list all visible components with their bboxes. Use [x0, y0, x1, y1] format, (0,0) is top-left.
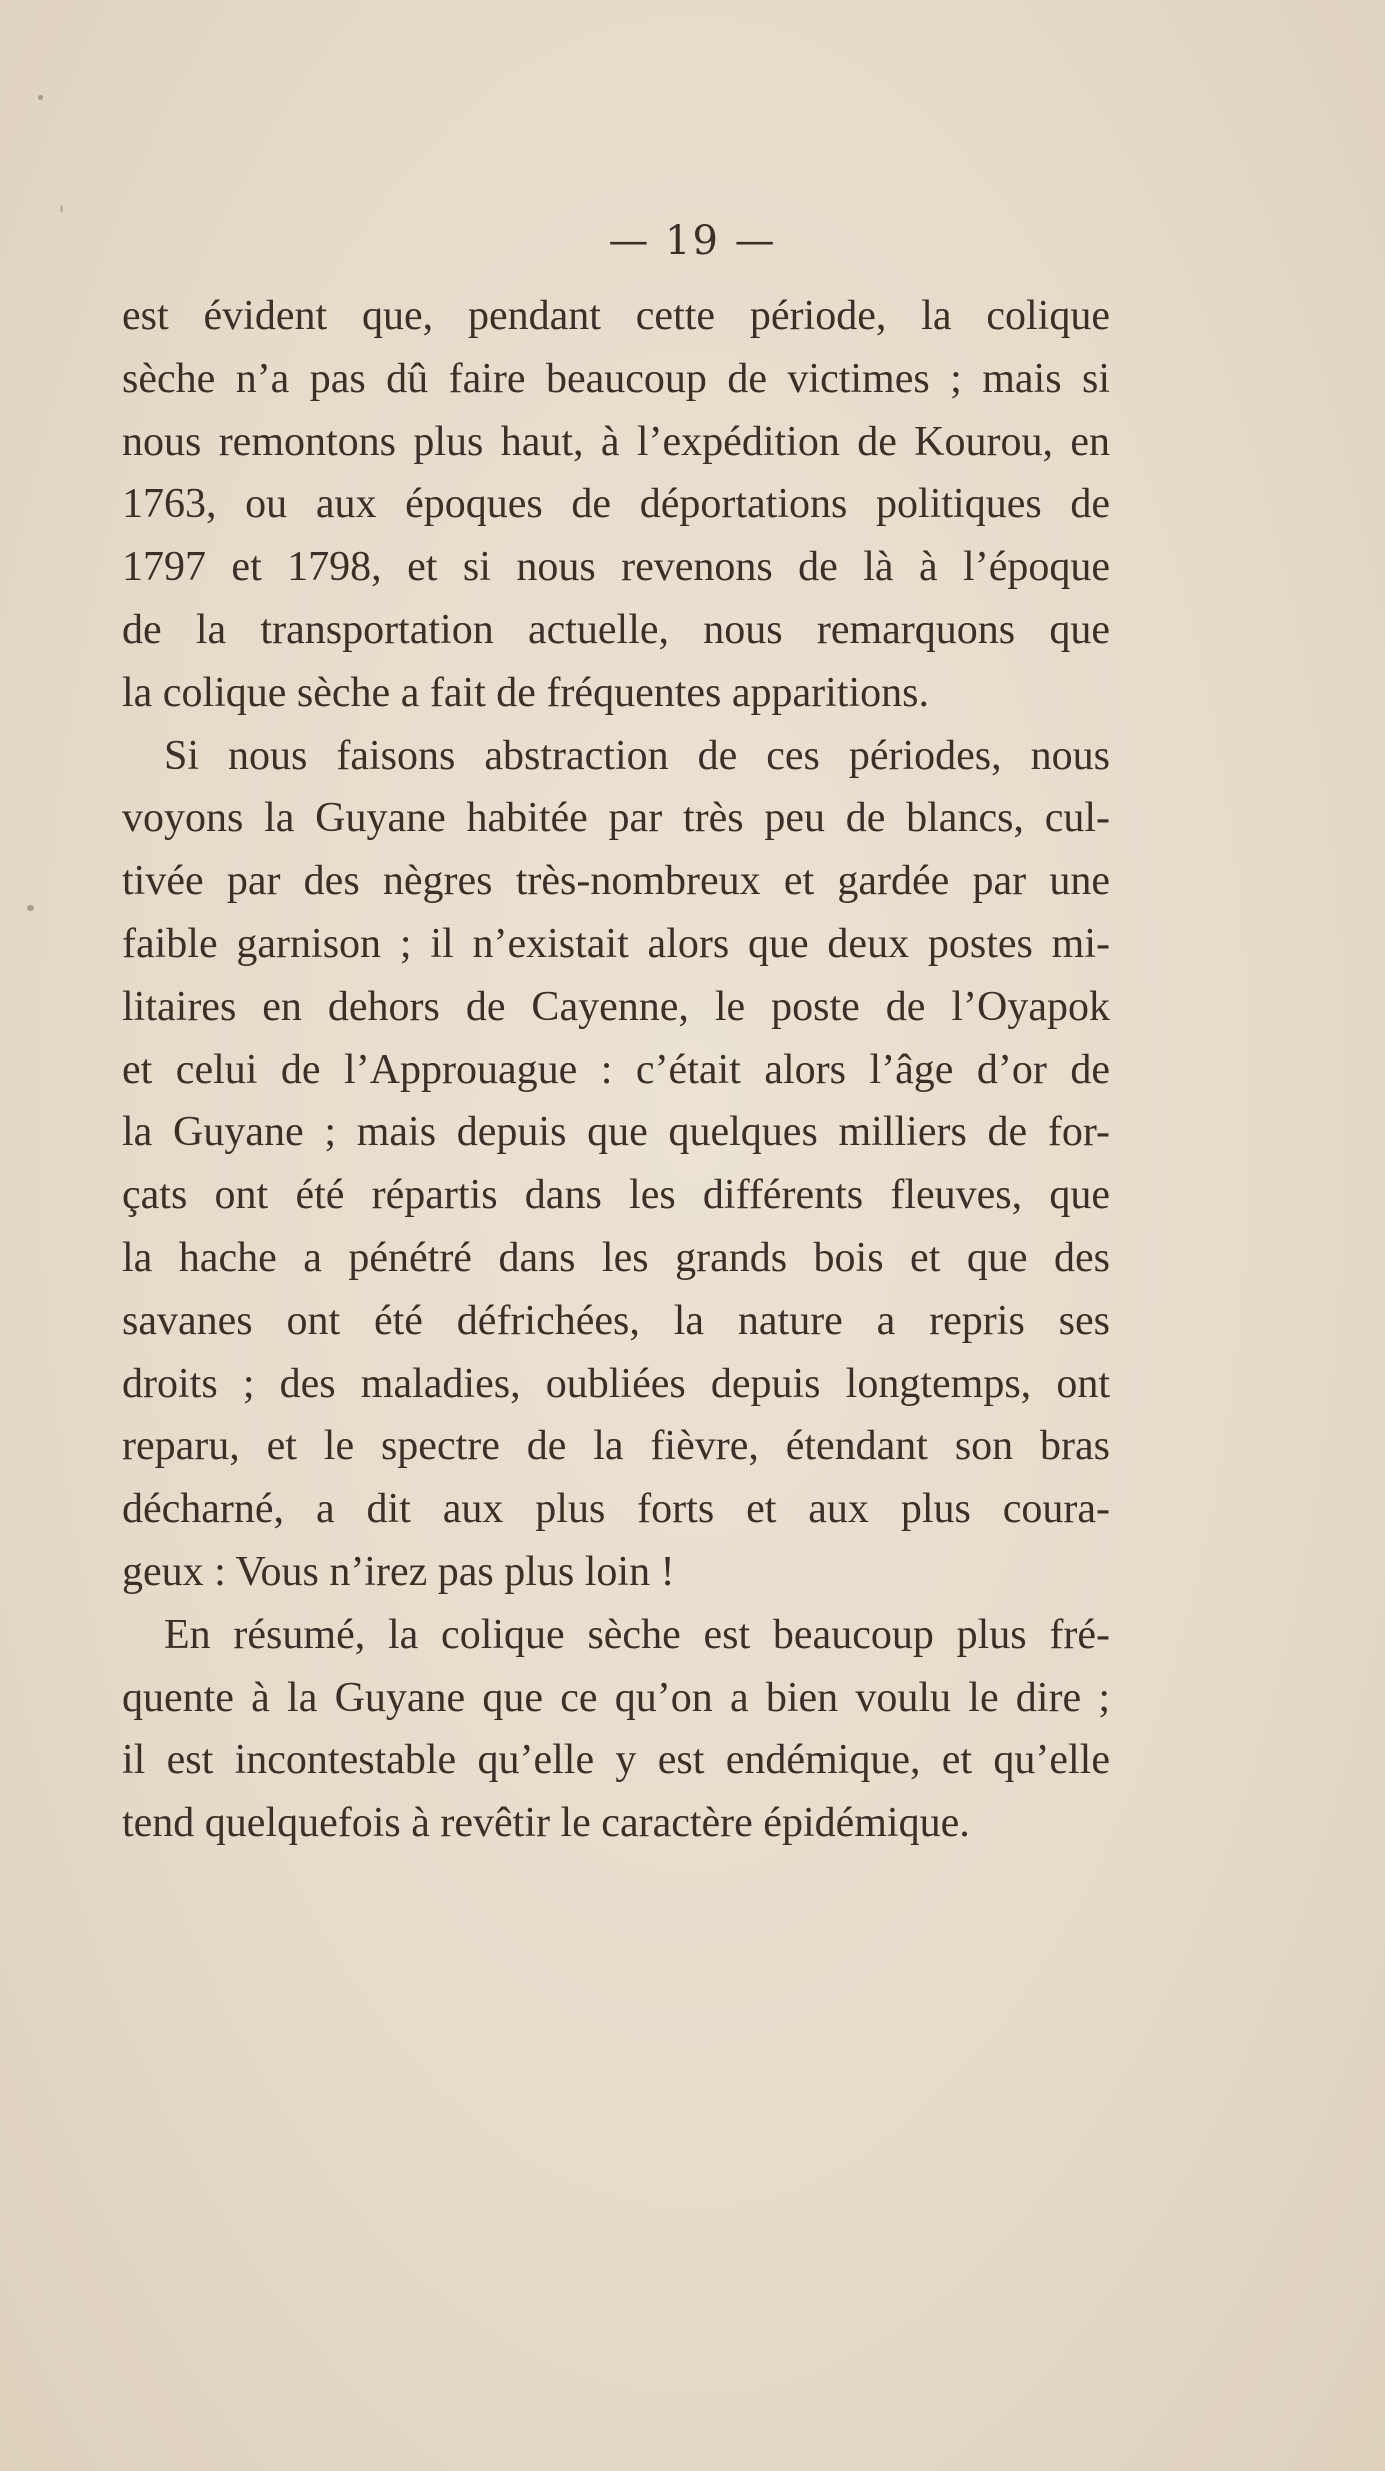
text-line: et celui de l’Approuague : c’était alors l’âge d’or de — [122, 1046, 1110, 1093]
text-line: sèche n’a pas dû faire beaucoup de victimes ; mais si — [122, 355, 1110, 402]
text-line: est évident que, pendant cette période, la colique — [122, 293, 1110, 339]
text-line: décharné, a dit aux plus forts et aux plus coura- — [122, 1486, 1110, 1533]
text-line: reparu, et le spectre de la fièvre, étendant son bras — [122, 1423, 1110, 1470]
text-line: tend quelquefois à revêtir le caractère épidémique. — [122, 1800, 970, 1847]
text-line: nous remontons plus haut, à l’expédition de Kourou, en — [122, 418, 1110, 465]
body-text — [122, 285, 1110, 1855]
text-line: Si nous faisons abstraction de ces périodes, nous — [164, 732, 1110, 779]
text-line: 1797 et 1798, et si nous revenons de là à l’époque — [122, 544, 1110, 591]
text-line: litaires en dehors de Cayenne, le poste de l’Oyapok — [122, 983, 1110, 1030]
page-number: — 19 — — [608, 218, 777, 264]
text-line: la hache a pénétré dans les grands bois et que des — [122, 1234, 1110, 1281]
text-line: tivée par des nègres très-nombreux et gardée par une — [122, 858, 1110, 905]
text-line: il est incontestable qu’elle y est endémique, et qu’elle — [122, 1737, 1110, 1784]
text-line: 1763, ou aux époques de déportations politiques de — [122, 481, 1110, 528]
text-line: la colique sèche a fait de fréquentes apparitions. — [122, 669, 929, 716]
text-line: la Guyane ; mais depuis que quelques milliers de for- — [122, 1109, 1110, 1156]
text-line: savanes ont été défrichées, la nature a repris ses — [122, 1297, 1110, 1344]
text-line: de la transportation actuelle, nous remarquons que — [122, 606, 1110, 653]
paper-speck — [27, 905, 34, 911]
paper-speck — [38, 95, 43, 100]
text-line: droits ; des maladies, oubliées depuis longtemps, ont — [122, 1360, 1110, 1407]
text-line: faible garnison ; il n’existait alors que deux postes mi- — [122, 920, 1110, 967]
text-line: quente à la Guyane que ce qu’on a bien voulu le dire ; — [122, 1674, 1110, 1721]
text-line: En résumé, la colique sèche est beaucoup plus fré- — [164, 1611, 1110, 1658]
text-line: voyons la Guyane habitée par très peu de blancs, cul- — [122, 795, 1110, 842]
text-line: çats ont été répartis dans les différents fleuves, que — [122, 1172, 1110, 1219]
text-line: geux : Vous n’irez pas plus loin ! — [122, 1548, 675, 1595]
paper-speck — [60, 205, 63, 213]
